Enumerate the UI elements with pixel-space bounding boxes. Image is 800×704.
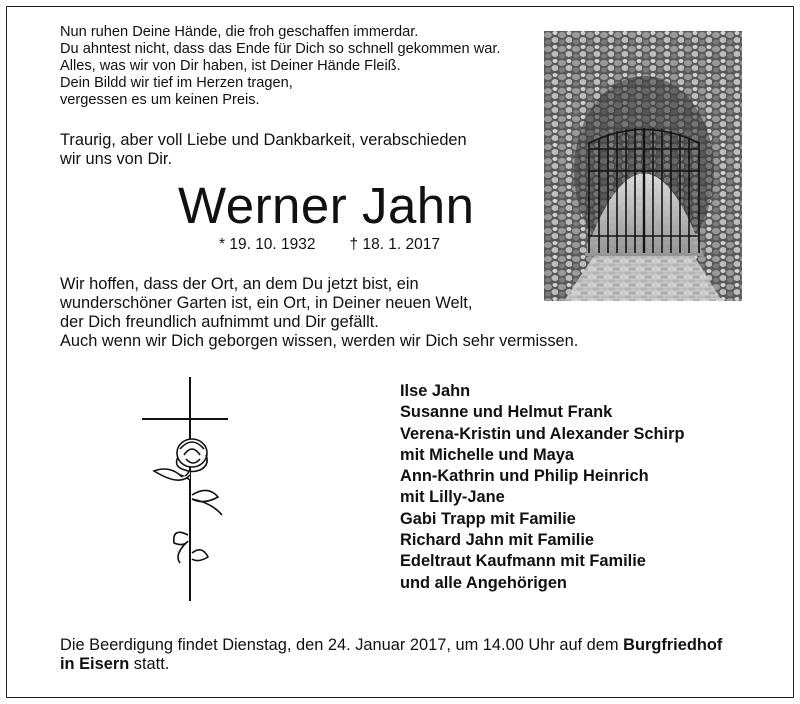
family-entry [400,466,760,509]
family-line: Ann-Kathrin und Philip Heinrich [400,467,649,486]
life-dates [219,236,440,254]
cross-with-rose-icon [140,375,240,605]
family-line: Gabi Trapp mit Familie [400,509,576,528]
garden-gate-photo [544,31,742,301]
family-line: mit Michelle und Maya [400,445,574,464]
garden-line: der Dich freundlich aufnimmt und Dir gefällt. [60,313,379,331]
family-entry [400,551,760,572]
funeral-text: Die Beerdigung findet Dienstag, den 24. Januar 2017, um 14.00 Uhr auf dem [60,636,624,654]
poem-line: Alles, was wir von Dir haben, ist Deiner Hände Fleiß. [60,58,401,74]
farewell-intro [60,131,530,169]
family-line: mit Lilly-Jane [400,488,505,507]
family-list [400,381,760,594]
family-entry [400,573,760,594]
family-line: Ilse Jahn [400,382,471,400]
poem [60,24,540,109]
family-line: Verena-Kristin und Alexander Schirp [400,424,685,443]
birth-date: * 19. 10. 1932 [219,236,316,253]
garden-line: Auch wenn wir Dich geborgen wissen, werden wir Dich sehr vermissen. [60,332,579,350]
garden-line: Wir hoffen, dass der Ort, an dem Du jetzt bist, ein [60,275,419,293]
funeral-notice [60,636,760,674]
deceased-name: Werner Jahn [178,177,475,234]
family-line: und alle Angehörigen [400,573,567,592]
family-line: Richard Jahn mit Familie [400,531,595,550]
funeral-place-town: in Eisern [60,655,130,673]
poem-line: Du ahntest nicht, dass das Ende für Dich so schnell gekommen war. [60,41,501,57]
family-entry [400,402,760,423]
family-entry [400,381,760,402]
funeral-text-end: statt. [129,655,170,673]
family-line: Edeltraut Kaufmann mit Familie [400,552,646,571]
funeral-place: Burgfriedhof [623,636,723,654]
family-line: Susanne und Helmut Frank [400,403,613,422]
family-entry [400,509,760,530]
intro-line: Traurig, aber voll Liebe und Dankbarkeit, verabschieden [60,131,467,149]
family-entry [400,424,760,467]
garden-line: wunderschöner Garten ist, ein Ort, in Deiner neuen Welt, [60,294,473,312]
family-entry [400,530,760,551]
intro-line: wir uns von Dir. [60,150,173,168]
poem-line: vergessen es um keinen Preis. [60,92,260,108]
death-date: † 18. 1. 2017 [349,236,441,253]
poem-line: Nun ruhen Deine Hände, die froh geschaffen immerdar. [60,24,419,40]
poem-line: Dein Bildd wir tief im Herzen tragen, [60,75,293,91]
